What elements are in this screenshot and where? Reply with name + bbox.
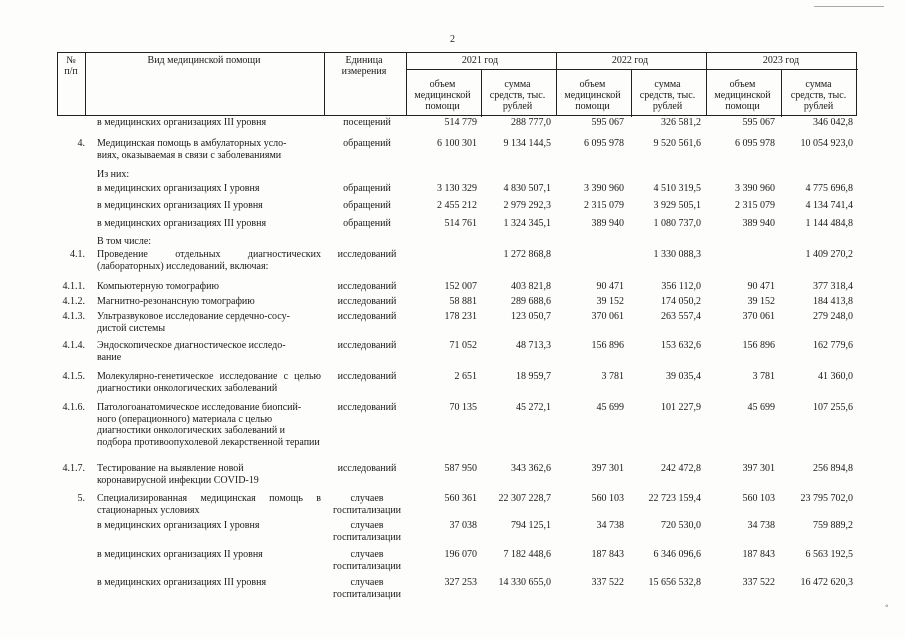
cell-v23: 39 152	[747, 296, 775, 307]
cell-v22: 156 896	[591, 340, 624, 351]
mark: ◦	[885, 601, 889, 612]
cell-s22: 263 557,4	[661, 311, 701, 322]
cell-name: Медицинская помощь в амбулаторных усло- виях, оказываемая в связи с заболеваниями	[97, 138, 287, 161]
cell-s23: 1 144 484,8	[805, 218, 853, 229]
cell-unit: исследований	[337, 371, 397, 382]
cell-s22: 1 080 737,0	[653, 218, 701, 229]
cell-unit: исследований	[337, 311, 397, 322]
cell-v23: 156 896	[742, 340, 775, 351]
cell-v23: 187 843	[742, 549, 775, 560]
cell-v23: 595 067	[742, 117, 775, 128]
cell-name: Из них:	[97, 169, 130, 180]
cell-num: 4.1.4.	[62, 340, 85, 351]
cell-v22: 34 738	[596, 520, 624, 531]
cell-unit: посещений	[343, 117, 391, 128]
cell-v21: 3 130 329	[437, 183, 477, 194]
cell-s22: 6 346 096,6	[653, 549, 701, 560]
cell-name: в медицинских организациях II уровня	[97, 549, 263, 560]
cell-unit: исследований	[337, 249, 397, 260]
cell-v22: 90 471	[596, 281, 624, 292]
cell-num: 4.1.5.	[62, 371, 85, 382]
cell-name: Компьютерную томографию	[97, 281, 219, 292]
cell-v21: 2 455 212	[437, 200, 477, 211]
cell-s21: 123 050,7	[511, 311, 551, 322]
cell-name: Патологоанатомическое исследование биопсий- ного (операционного) материала с целью диагностики онкологических заболеваний и подбора противоопухолевой лекарственной терапии	[97, 402, 320, 448]
cell-s21: 1 272 868,8	[503, 249, 551, 260]
cell-s23: 6 563 192,5	[805, 549, 853, 560]
cell-s22: 101 227,9	[661, 402, 701, 413]
cell-name: в медицинских организациях III уровня	[97, 577, 267, 588]
cell-s22: 242 472,8	[661, 463, 701, 474]
cell-s21: 18 959,7	[516, 371, 551, 382]
cell-s23: 377 318,4	[813, 281, 853, 292]
cell-s22: 326 581,2	[661, 117, 701, 128]
cell-num: 4.1.3.	[62, 311, 85, 322]
top-rule	[814, 6, 884, 7]
header-year-2022: 2022 год	[611, 55, 649, 66]
cell-v22: 3 781	[601, 371, 624, 382]
cell-s23: 41 360,0	[818, 371, 853, 382]
cell-unit: исследований	[337, 463, 397, 474]
cell-v22: 39 152	[596, 296, 624, 307]
cell-s23: 4 134 741,4	[805, 200, 853, 211]
cell-s23: 1 409 270,2	[805, 249, 853, 260]
header-year-2023: 2023 год	[762, 55, 800, 66]
cell-v23: 397 301	[742, 463, 775, 474]
cell-name: Ультразвуковое исследование сердечно-сосу- дистой системы	[97, 311, 290, 334]
cell-v21: 560 361	[444, 493, 477, 504]
header-volume-2022: объем медицинской помощи	[564, 79, 621, 112]
cell-s21: 288 777,0	[511, 117, 551, 128]
cell-s23: 759 889,2	[813, 520, 853, 531]
cell-v21: 2 651	[454, 371, 477, 382]
cell-s23: 10 054 923,0	[800, 138, 853, 149]
cell-v23: 337 522	[742, 577, 775, 588]
cell-s22: 174 050,2	[661, 296, 701, 307]
cell-v21: 58 881	[449, 296, 477, 307]
cell-s21: 22 307 228,7	[498, 493, 551, 504]
cell-s21: 48 713,3	[516, 340, 551, 351]
cell-s22: 3 929 505,1	[653, 200, 701, 211]
cell-name: Эндоскопическое диагностическое исследо- вание	[97, 340, 286, 363]
cell-v23: 2 315 079	[735, 200, 775, 211]
cell-s23: 346 042,8	[813, 117, 853, 128]
cell-unit: случаев госпитализации	[332, 493, 402, 516]
cell-num: 4.1.1.	[62, 281, 85, 292]
cell-v22: 389 940	[591, 218, 624, 229]
cell-unit: случаев госпитализации	[332, 577, 402, 600]
cell-s22: 1 330 088,3	[653, 249, 701, 260]
cell-s23: 16 472 620,3	[800, 577, 853, 588]
cell-s22: 22 723 159,4	[648, 493, 701, 504]
cell-v22: 6 095 978	[584, 138, 624, 149]
header-num: № п/п	[64, 55, 78, 77]
page-number: 2	[450, 34, 455, 45]
header-volume-2023: объем медицинской помощи	[714, 79, 771, 112]
cell-v23: 389 940	[742, 218, 775, 229]
cell-unit: обращений	[343, 200, 391, 211]
cell-v22: 397 301	[591, 463, 624, 474]
header-sum-2021: сумма средств, тыс. рублей	[489, 79, 546, 112]
cell-v21: 514 779	[444, 117, 477, 128]
header-kind: Вид медицинской помощи	[147, 55, 261, 66]
cell-unit: исследований	[337, 402, 397, 413]
cell-s22: 15 656 532,8	[648, 577, 701, 588]
header-volume-2021: объем медицинской помощи	[414, 79, 471, 112]
cell-v23: 6 095 978	[735, 138, 775, 149]
cell-v21: 514 761	[444, 218, 477, 229]
cell-v23: 90 471	[747, 281, 775, 292]
cell-v23: 3 781	[752, 371, 775, 382]
cell-v22: 595 067	[591, 117, 624, 128]
cell-s22: 9 520 561,6	[653, 138, 701, 149]
cell-num: 5.	[77, 493, 85, 504]
cell-v23: 34 738	[747, 520, 775, 531]
cell-v22: 187 843	[591, 549, 624, 560]
cell-name: Тестирование на выявление новой коронавирусной инфекции COVID-19	[97, 463, 259, 486]
cell-s22: 39 035,4	[666, 371, 701, 382]
cell-s21: 4 830 507,1	[503, 183, 551, 194]
cell-s21: 9 134 144,5	[503, 138, 551, 149]
cell-name: в медицинских организациях II уровня	[97, 200, 263, 211]
cell-unit: исследований	[337, 281, 397, 292]
cell-unit: обращений	[343, 218, 391, 229]
cell-name: Магнитно-резонансную томографию	[97, 296, 255, 307]
cell-s21: 794 125,1	[511, 520, 551, 531]
cell-num: 4.1.6.	[62, 402, 85, 413]
cell-s21: 343 362,6	[511, 463, 551, 474]
cell-s21: 289 688,6	[511, 296, 551, 307]
cell-name: в медицинских организациях III уровня	[97, 117, 267, 128]
cell-s23: 23 795 702,0	[800, 493, 853, 504]
cell-v21: 70 135	[449, 402, 477, 413]
cell-v23: 370 061	[742, 311, 775, 322]
cell-s21: 1 324 345,1	[503, 218, 551, 229]
header-sum-2022: сумма средств, тыс. рублей	[639, 79, 696, 112]
cell-s23: 162 779,6	[813, 340, 853, 351]
cell-s23: 184 413,8	[813, 296, 853, 307]
cell-name: в медицинских организациях I уровня	[97, 183, 260, 194]
cell-s23: 279 248,0	[813, 311, 853, 322]
header-year-2021: 2021 год	[461, 55, 499, 66]
cell-v23: 3 390 960	[735, 183, 775, 194]
cell-s22: 720 530,0	[661, 520, 701, 531]
cell-s22: 4 510 319,5	[653, 183, 701, 194]
cell-unit: случаев госпитализации	[332, 549, 402, 572]
cell-v21: 178 231	[444, 311, 477, 322]
cell-v21: 327 253	[444, 577, 477, 588]
cell-s23: 107 255,6	[813, 402, 853, 413]
cell-v22: 370 061	[591, 311, 624, 322]
cell-v22: 560 103	[591, 493, 624, 504]
cell-v21: 152 007	[444, 281, 477, 292]
cell-name: Проведение отдельных диагностических (лабораторных) исследований, включая:	[97, 249, 321, 272]
cell-name: в медицинских организациях I уровня	[97, 520, 260, 531]
cell-v21: 71 052	[449, 340, 477, 351]
cell-v22: 337 522	[591, 577, 624, 588]
cell-name: Молекулярно-генетическое исследование с целью диагностики онкологических заболеваний	[97, 371, 321, 394]
cell-v21: 6 100 301	[437, 138, 477, 149]
header-sum-2023: сумма средств, тыс. рублей	[790, 79, 847, 112]
cell-v23: 45 699	[747, 402, 775, 413]
cell-v21: 587 950	[444, 463, 477, 474]
cell-num: 4.	[77, 138, 85, 149]
cell-unit: исследований	[337, 340, 397, 351]
cell-s23: 256 894,8	[813, 463, 853, 474]
cell-unit: случаев госпитализации	[332, 520, 402, 543]
cell-s21: 14 330 655,0	[498, 577, 551, 588]
cell-num: 4.1.	[70, 249, 85, 260]
cell-name: в медицинских организациях III уровня	[97, 218, 267, 229]
cell-unit: обращений	[343, 183, 391, 194]
cell-v21: 37 038	[449, 520, 477, 531]
cell-v22: 45 699	[596, 402, 624, 413]
cell-unit: исследований	[337, 296, 397, 307]
cell-num: 4.1.7.	[62, 463, 85, 474]
cell-name: Специализированная медицинская помощь в стационарных условиях	[97, 493, 321, 516]
cell-name: В том числе:	[97, 236, 152, 247]
cell-s21: 7 182 448,6	[503, 549, 551, 560]
cell-v23: 560 103	[742, 493, 775, 504]
cell-v21: 196 070	[444, 549, 477, 560]
cell-v22: 2 315 079	[584, 200, 624, 211]
cell-s22: 153 632,6	[661, 340, 701, 351]
cell-s21: 2 979 292,3	[503, 200, 551, 211]
cell-s23: 4 775 696,8	[805, 183, 853, 194]
cell-unit: обращений	[343, 138, 391, 149]
cell-s22: 356 112,0	[661, 281, 701, 292]
cell-v22: 3 390 960	[584, 183, 624, 194]
header-unit: Единица измерения	[341, 55, 387, 77]
cell-num: 4.1.2.	[62, 296, 85, 307]
cell-s21: 403 821,8	[511, 281, 551, 292]
cell-s21: 45 272,1	[516, 402, 551, 413]
